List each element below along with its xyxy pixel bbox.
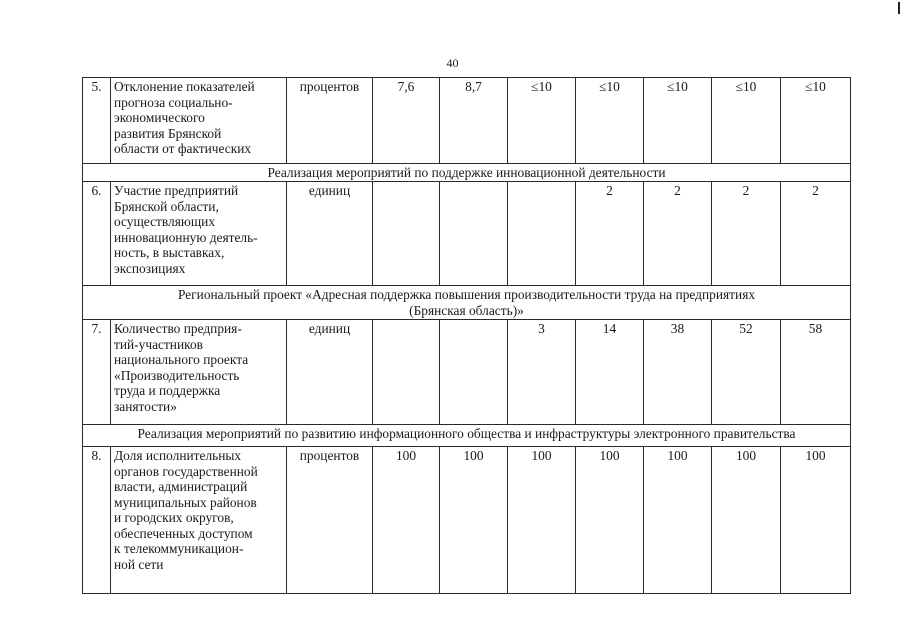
section-title — [83, 425, 851, 447]
indicator-name-line: национального проекта — [114, 352, 249, 367]
value-cell: 100 — [373, 447, 440, 594]
value-cell: 2 — [576, 182, 644, 286]
indicator-name-line: тий-участников — [114, 336, 203, 352]
section-title — [83, 164, 851, 182]
value-cell: 2 — [781, 182, 851, 286]
indicator-name-line: обеспеченных доступом — [114, 525, 253, 541]
value-cell: 100 — [508, 447, 576, 594]
section-title-line: Региональный проект «Адресная поддержка повышения производительности труда на предприятиях — [177, 287, 756, 302]
indicator-name-line: осуществляющих — [114, 214, 216, 229]
indicator-name — [111, 78, 287, 164]
value-cell: 3 — [508, 320, 576, 425]
indicator-name-line: труда и поддержка — [114, 383, 221, 398]
indicator-name-line: ной сети — [114, 556, 164, 572]
value-cell — [440, 182, 508, 286]
indicator-row — [83, 447, 851, 594]
value-cell: 100 — [644, 447, 712, 594]
scan-edge-mark — [898, 2, 900, 14]
value-cell: 100 — [576, 447, 644, 594]
section-title-line: Реализация мероприятий по развитию информационного общества и инфраструктуры электронного правительства — [137, 426, 796, 441]
value-cell: 100 — [781, 447, 851, 594]
value-cell: 14 — [576, 320, 644, 425]
indicator-row — [83, 182, 851, 286]
indicator-name-line: ность, в выставках, — [114, 245, 225, 260]
indicator-name-line: Количество предприя- — [114, 321, 242, 336]
indicator-name-line: к телекоммуникацион- — [114, 541, 244, 556]
value-cell: 52 — [712, 320, 781, 425]
indicator-name-line: муниципальных районов — [114, 494, 257, 510]
indicator-name — [111, 447, 287, 594]
indicator-name-line: развития Брянской — [114, 125, 222, 141]
indicator-name-line: и городских округов, — [114, 510, 234, 525]
section-title-line: (Брянская область)» — [409, 302, 524, 318]
value-cell: ≤10 — [712, 78, 781, 164]
indicator-row — [83, 78, 851, 164]
unit-cell: процентов — [287, 78, 373, 164]
section-row — [83, 286, 851, 320]
indicator-name-line: власти, администраций — [114, 479, 248, 494]
indicator-row — [83, 320, 851, 425]
value-cell — [508, 182, 576, 286]
section-title — [83, 286, 851, 320]
row-number: 7. — [83, 320, 111, 425]
indicator-name-line: занятости» — [114, 398, 177, 414]
value-cell — [440, 320, 508, 425]
indicator-name — [111, 182, 287, 286]
indicator-name-line: Доля исполнительных — [114, 448, 242, 463]
indicators-table — [82, 77, 851, 594]
indicator-name-line: области от фактических — [114, 141, 252, 156]
indicator-name-line: «Производительность — [114, 367, 240, 383]
value-cell: 2 — [644, 182, 712, 286]
value-cell: 2 — [712, 182, 781, 286]
unit-cell: процентов — [287, 447, 373, 594]
value-cell — [373, 320, 440, 425]
value-cell: ≤10 — [508, 78, 576, 164]
indicator-name-line: инновационную деятель- — [114, 229, 258, 245]
value-cell: 100 — [712, 447, 781, 594]
value-cell: 58 — [781, 320, 851, 425]
page-number: 40 — [446, 56, 459, 70]
row-number: 6. — [83, 182, 111, 286]
row-number: 8. — [83, 447, 111, 594]
value-cell: 100 — [440, 447, 508, 594]
indicator-name-line: органов государственной — [114, 463, 258, 479]
section-row — [83, 164, 851, 182]
indicator-name-line: Брянской области, — [114, 198, 219, 214]
indicator-name — [111, 320, 287, 425]
indicator-name-line: экспозициях — [114, 260, 186, 276]
indicator-name-line: экономического — [114, 110, 205, 125]
value-cell — [373, 182, 440, 286]
section-title-line: Реализация мероприятий по поддержке инновационной деятельности — [267, 165, 666, 180]
value-cell: 38 — [644, 320, 712, 425]
value-cell: ≤10 — [644, 78, 712, 164]
value-cell: ≤10 — [781, 78, 851, 164]
value-cell: 7,6 — [373, 78, 440, 164]
indicator-name-line: Отклонение показателей — [114, 79, 255, 94]
value-cell: ≤10 — [576, 78, 644, 164]
indicator-name-line: прогноза социально- — [114, 94, 233, 110]
unit-cell: единиц — [287, 320, 373, 425]
value-cell: 8,7 — [440, 78, 508, 164]
section-row — [83, 425, 851, 447]
unit-cell: единиц — [287, 182, 373, 286]
row-number: 5. — [83, 78, 111, 164]
indicator-name-line: Участие предприятий — [114, 183, 239, 198]
